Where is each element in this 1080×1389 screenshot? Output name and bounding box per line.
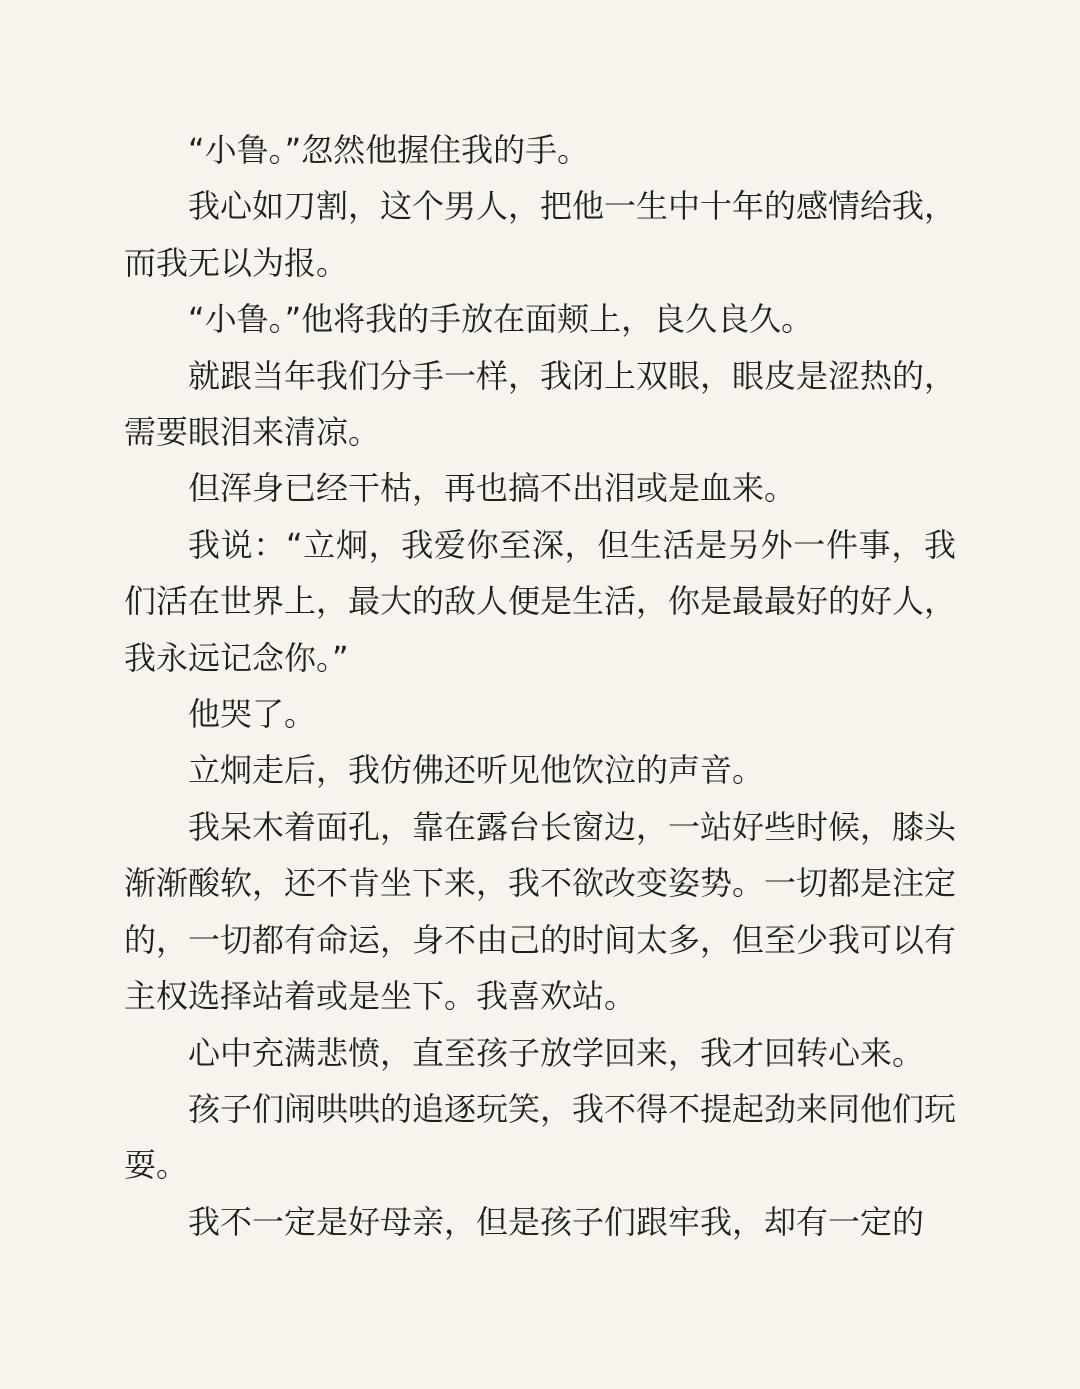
paragraph-3: “小鲁。”他将我的手放在面颊上，良久良久。 (188, 300, 814, 339)
paragraph-8: 立炯走后，我仿佛还听见他饮泣的声音。 (188, 751, 765, 790)
paragraph-11: 孩子们闹哄哄的追逐玩笑，我不得不提起劲来同他们玩耍。 (124, 1089, 957, 1185)
paragraph-2: 我心如刀割，这个男人，把他一生中十年的感情给我，而我无以为报。 (124, 187, 957, 282)
body-text (124, 122, 956, 1250)
paragraph-12: 我不一定是好母亲，但是孩子们跟牢我，却有一定的 (188, 1202, 925, 1241)
paragraph-1: “小鲁。”忽然他握住我的手。 (188, 131, 590, 169)
paragraph-10: 心中充满悲愤，直至孩子放学回来，我才回转心来。 (188, 1033, 925, 1072)
paragraph-6: 我说：“立炯，我爱你至深，但生活是另外一件事，我们活在世界上，最大的敌人便是生活，你是最最好的好人，我永远记念你。” (124, 525, 957, 677)
paragraph-5: 但浑身已经干枯，再也搞不出泪或是血来。 (188, 469, 797, 508)
paragraph-4: 就跟当年我们分手一样，我闭上双眼，眼皮是涩热的，需要眼泪来清凉。 (124, 356, 957, 452)
paragraph-9: 我呆木着面孔，靠在露台长窗边，一站好些时候，膝头渐渐酸软，还不肯坐下来，我不欲改变姿势。一切都是注定的，一切都有命运，身不由己的时间太多，但至少我可以有主权选择站着或是坐下。我喜欢站。 (124, 807, 957, 1016)
paragraph-7: 他哭了。 (188, 695, 317, 734)
